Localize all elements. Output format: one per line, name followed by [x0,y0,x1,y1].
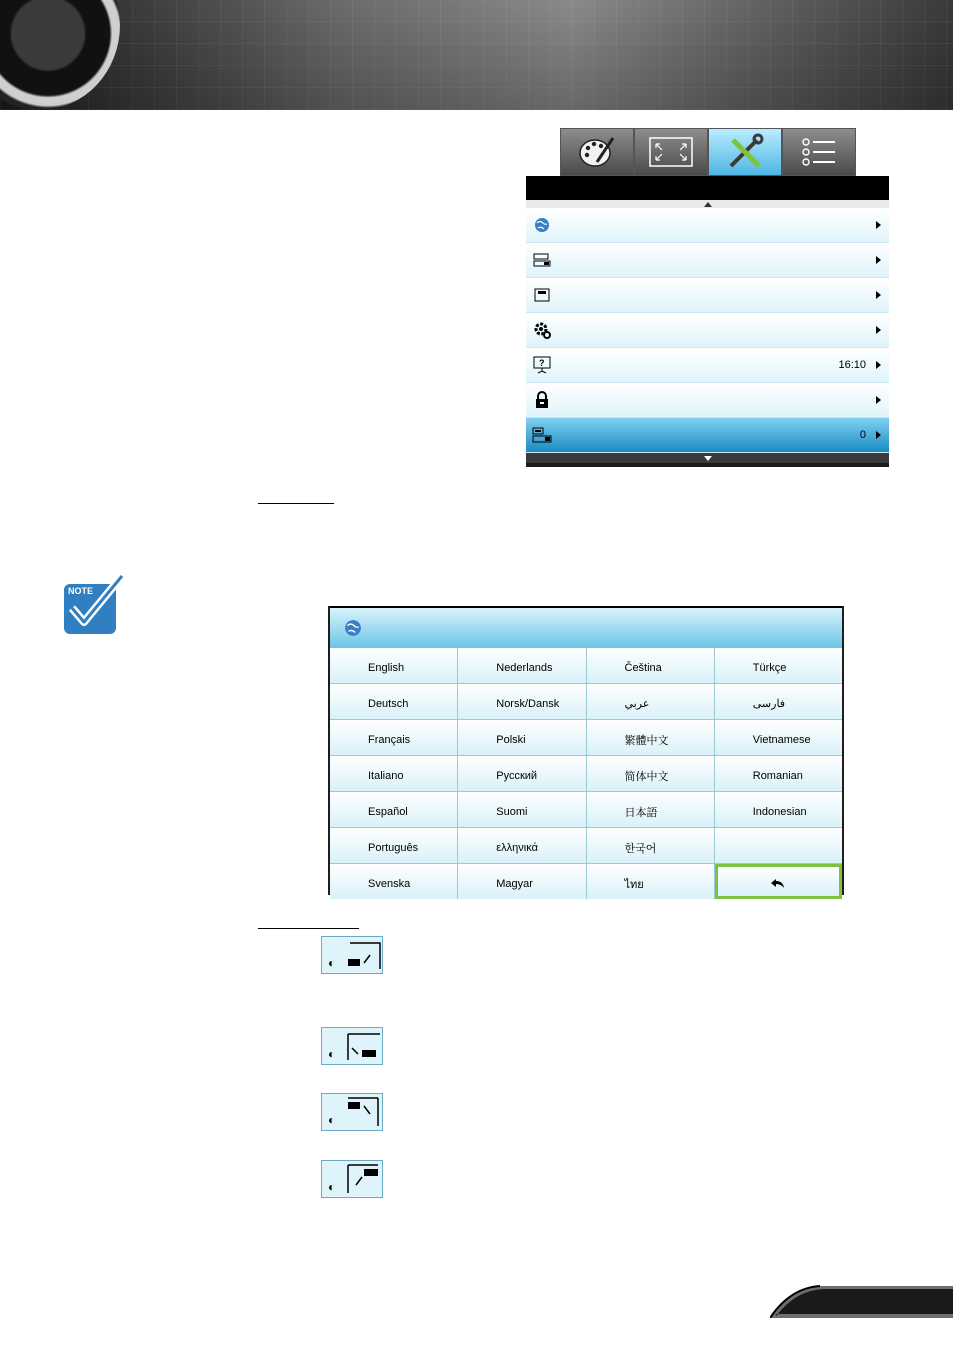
gear-icon [532,321,552,339]
arrow-right-icon [876,396,881,404]
globe-icon [344,619,362,637]
language-option[interactable]: Türkçe [715,648,842,683]
header-banner [0,0,953,110]
arrow-right-icon [876,291,881,299]
language-option[interactable]: 简体中文 [587,756,714,791]
id-icon [532,426,552,444]
osd-row-value: 0 [859,429,866,441]
svg-text:◐: ◐ [328,1113,336,1127]
language-option[interactable]: Norsk/Dansk [458,684,585,719]
tab-setup[interactable] [708,128,782,176]
arrow-up-icon [704,202,712,207]
list-icon [801,137,837,167]
tab-image[interactable] [560,128,634,176]
arrow-right-icon [876,326,881,334]
osd-setup-menu [526,176,889,467]
projection-rear-desktop-icon [321,1027,383,1065]
back-button[interactable] [715,864,842,899]
projection-front-ceiling-icon [321,1093,383,1131]
osd-row-menu-location[interactable] [526,243,889,278]
language-grid [330,648,842,899]
tools-icon [725,132,765,172]
osd-row-security[interactable] [526,383,889,418]
language-option[interactable]: Nederlands [458,648,585,683]
section-heading-underline [258,503,334,504]
osd-row-settings[interactable] [526,313,889,348]
language-option[interactable]: Deutsch [330,684,457,719]
screen-fit-icon [648,136,694,168]
language-menu [328,606,844,895]
arrow-right-icon [876,361,881,369]
arrow-right-icon [876,431,881,439]
svg-text:◐: ◐ [328,956,336,970]
language-option[interactable]: 한국어 [587,828,714,863]
language-option[interactable]: Svenska [330,864,457,899]
language-option[interactable]: ελληνικά [458,828,585,863]
osd-row-value: 16:10 [838,359,866,371]
menu-location-icon [532,251,552,269]
projection-rear-ceiling-icon [321,1160,383,1198]
language-option[interactable]: 繁體中文 [587,720,714,755]
osd-row-screen-type[interactable] [526,348,889,383]
arrow-right-icon [876,256,881,264]
svg-text:?: ? [539,358,545,368]
osd-row-screen[interactable] [526,278,889,313]
arrow-right-icon [876,221,881,229]
language-option[interactable]: Русский [458,756,585,791]
projection-screen-icon [532,356,552,374]
language-option[interactable]: عربي [587,684,714,719]
language-option[interactable]: Romanian [715,756,842,791]
language-option[interactable]: Vietnamese [715,720,842,755]
return-arrow-icon [770,878,786,890]
language-option[interactable]: Magyar [458,864,585,899]
globe-icon [532,216,552,234]
svg-text:◐: ◐ [328,1047,336,1061]
osd-tab-bar [560,128,856,176]
language-option[interactable]: Français [330,720,457,755]
language-option[interactable]: ไทย [587,864,714,899]
tab-options[interactable] [782,128,856,176]
osd-row-projector-id[interactable] [526,418,889,453]
language-menu-header [330,606,842,648]
palette-icon [577,134,617,170]
projection-front-desktop-icon [321,936,383,974]
page-footer-tab [770,1284,953,1318]
language-option[interactable]: Polski [458,720,585,755]
scroll-down-indicator[interactable] [526,453,889,463]
language-option[interactable]: Português [330,828,457,863]
language-option[interactable]: Čeština [587,648,714,683]
screen-icon [532,286,552,304]
language-empty-cell [715,828,842,863]
tab-display[interactable] [634,128,708,176]
svg-text:◐: ◐ [328,1180,336,1194]
section-heading-underline [258,928,359,929]
projector-lens-icon [0,0,120,110]
language-option[interactable]: فارسی [715,684,842,719]
scroll-up-indicator[interactable] [526,200,889,208]
language-option[interactable]: English [330,648,457,683]
osd-row-language[interactable] [526,208,889,243]
language-option[interactable]: Español [330,792,457,827]
arrow-down-icon [704,456,712,461]
language-option[interactable]: Italiano [330,756,457,791]
note-icon [62,572,128,636]
language-option[interactable]: 日本語 [587,792,714,827]
osd-title-bar [526,176,889,200]
lock-icon [532,391,552,409]
language-option[interactable]: Indonesian [715,792,842,827]
note-label: NOTE [68,586,94,596]
language-option[interactable]: Suomi [458,792,585,827]
